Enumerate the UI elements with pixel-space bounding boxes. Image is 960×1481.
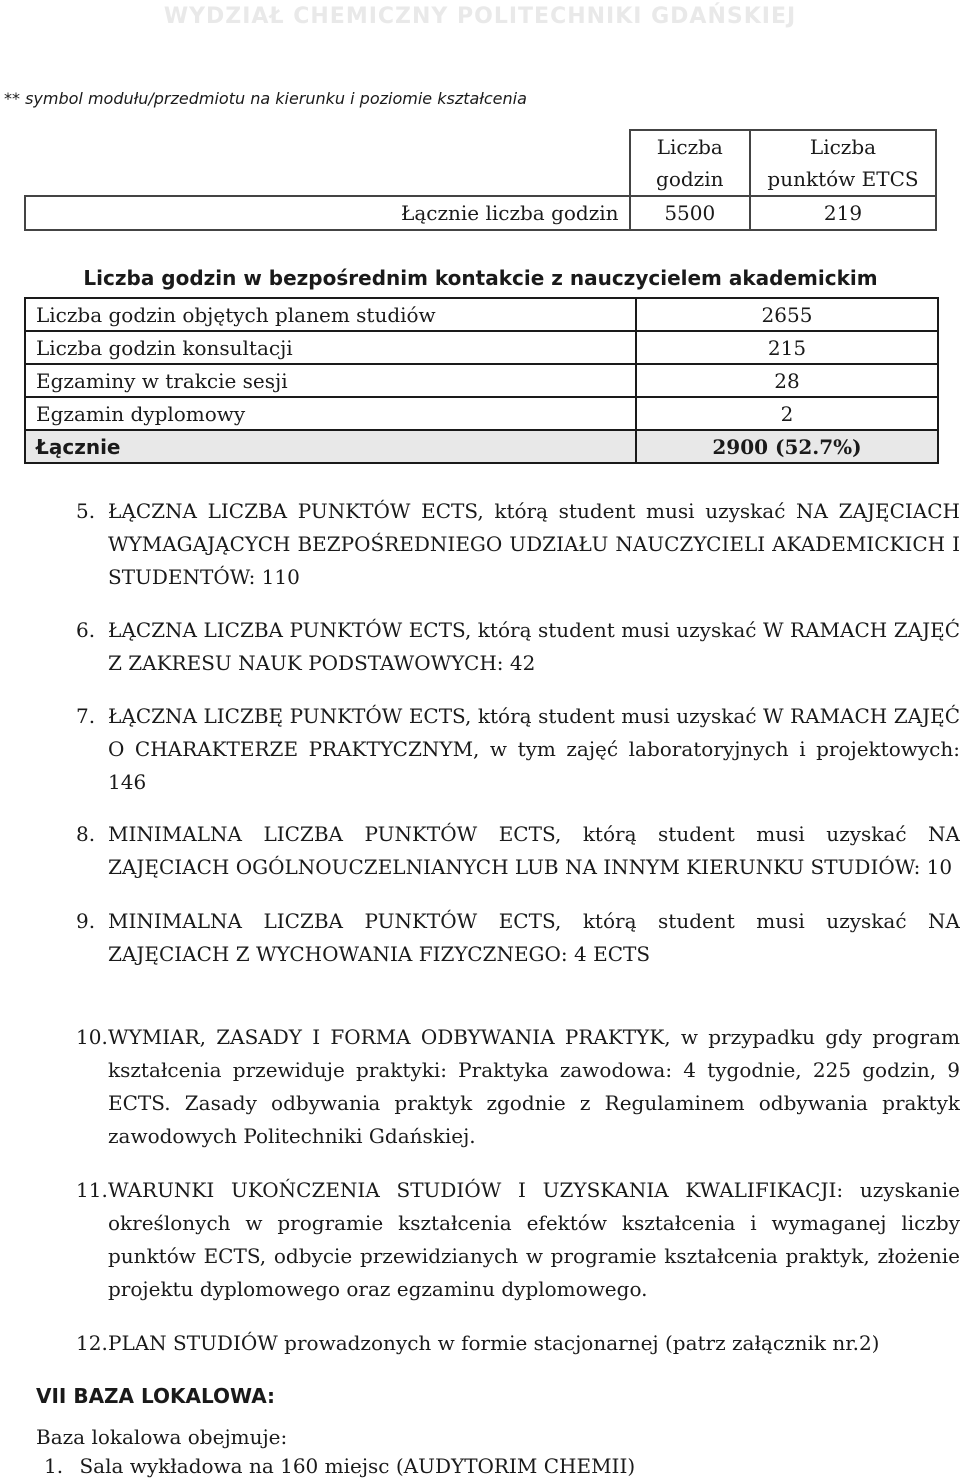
row-value: 215 xyxy=(636,331,938,364)
table-row xyxy=(25,364,938,397)
col-hours-header: Liczba godzin xyxy=(630,130,750,196)
row-value: 2 xyxy=(636,397,938,430)
row-label: Liczba godzin konsultacji xyxy=(25,331,636,364)
list-item xyxy=(76,495,960,594)
table-row xyxy=(25,397,938,430)
row-label: Egzaminy w trakcie sesji xyxy=(25,364,636,397)
section-intro: Baza lokalowa obejmuje: xyxy=(36,1425,288,1449)
table-row xyxy=(25,298,938,331)
contact-table-title: Liczba godzin w bezpośrednim kontakcie z nauczycielem akademickim xyxy=(83,266,878,290)
total-row xyxy=(25,430,938,463)
item-text: ŁĄCZNA LICZBĘ PUNKTÓW ECTS, którą student musi uzyskać W RAMACH ZAJĘĆ O CHARAKTERZE PRAKTYCZNYM, w tym zajęć laboratoryjnych i projektowych: 146 xyxy=(108,704,960,794)
table-row xyxy=(25,331,938,364)
total-hours-label: Łącznie liczba godzin xyxy=(25,196,630,230)
item-text: WYMIAR, ZASADY I FORMA ODBYWANIA PRAKTYK, w przypadku gdy program kształcenia przewiduje praktyki: Praktyka zawodowa: 4 tygodnie, 225 godzin, 9 ECTS. Zasady odbywania praktyk zgodnie z Regulaminem odbywania praktyk zawodowych Politechniki Gdańskiej. xyxy=(108,1025,960,1148)
item-number: 9. xyxy=(76,909,96,933)
footnote: ** symbol modułu/przedmiotu na kierunku i poziomie kształcenia xyxy=(4,89,527,108)
item-text: ŁĄCZNA LICZBA PUNKTÓW ECTS, którą student musi uzyskać W RAMACH ZAJĘĆ Z ZAKRESU NAUK PODSTAWOWYCH: 42 xyxy=(108,618,960,675)
list-item xyxy=(76,1174,960,1306)
row-label: Liczba godzin objętych planem studiów xyxy=(25,298,636,331)
item-number: 5. xyxy=(76,499,96,523)
col-ects-header: Liczba punktów ETCS xyxy=(750,130,936,196)
item-text: MINIMALNA LICZBA PUNKTÓW ECTS, którą student musi uzyskać NA ZAJĘCIACH Z WYCHOWANIA FIZYCZNEGO: 4 ECTS xyxy=(108,909,960,966)
list-item xyxy=(76,1327,960,1360)
item-text: MINIMALNA LICZBA PUNKTÓW ECTS, którą student musi uzyskać NA ZAJĘCIACH OGÓLNOUCZELNIANYCH LUB NA INNYM KIERUNKU STUDIÓW: 10 xyxy=(108,822,960,879)
totals-table xyxy=(24,129,937,231)
item-number: 7. xyxy=(76,704,96,728)
row-value: 2655 xyxy=(636,298,938,331)
list-item xyxy=(76,905,960,971)
list-item xyxy=(76,818,960,884)
list-item xyxy=(76,700,960,799)
item-number: 12. xyxy=(76,1331,108,1355)
list-item xyxy=(76,614,960,680)
row-value: 28 xyxy=(636,364,938,397)
section-heading: VII BAZA LOKALOWA: xyxy=(36,1384,276,1408)
blank-cell xyxy=(25,130,630,196)
list-item xyxy=(44,1454,635,1478)
item-number: 8. xyxy=(76,822,96,846)
row-label: Łącznie xyxy=(25,430,636,463)
total-hours-value: 5500 xyxy=(630,196,750,230)
item-text: ŁĄCZNA LICZBA PUNKTÓW ECTS, którą student musi uzyskać NA ZAJĘCIACH WYMAGAJĄCYCH BEZPOŚREDNIEGO UDZIAŁU NAUCZYCIELI AKADEMICKICH I STUDENTÓW: 110 xyxy=(108,499,960,589)
row-label: Egzamin dyplomowy xyxy=(25,397,636,430)
row-value: 2900 (52.7%) xyxy=(636,430,938,463)
header-watermark: WYDZIAŁ CHEMICZNY POLITECHNIKI GDAŃSKIEJ xyxy=(163,4,797,29)
item-number: 6. xyxy=(76,618,96,642)
item-number: 1. xyxy=(44,1454,64,1478)
item-text: WARUNKI UKOŃCZENIA STUDIÓW I UZYSKANIA KWALIFIKACJI: uzyskanie określonych w programie kształcenia efektów kształcenia i wymaganej liczby punktów ECTS, odbycie przewidzianych w programie kształcenia praktyk, złożenie projektu dyplomowego oraz egzaminu dyplomowego. xyxy=(108,1178,960,1301)
item-text: PLAN STUDIÓW prowadzonych w formie stacjonarnej (patrz załącznik nr.2) xyxy=(108,1331,880,1355)
item-number: 11. xyxy=(76,1178,108,1202)
item-number: 10. xyxy=(76,1025,108,1049)
total-ects-value: 219 xyxy=(750,196,936,230)
item-text: Sala wykładowa na 160 miejsc (AUDYTORIM CHEMII) xyxy=(79,1454,636,1478)
list-item xyxy=(76,1021,960,1153)
contact-table xyxy=(24,297,939,464)
